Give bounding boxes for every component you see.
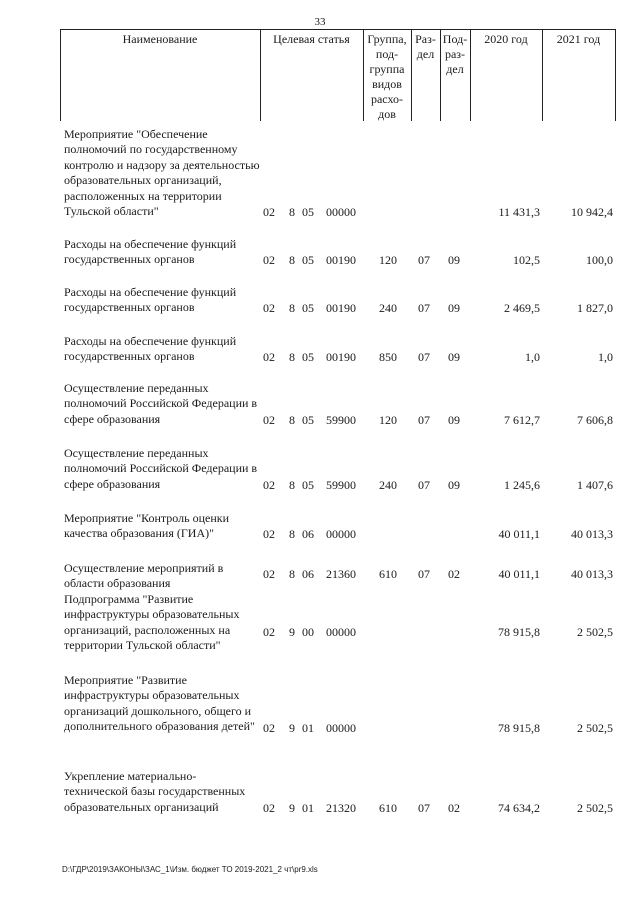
code-subprogram: 9 — [289, 625, 295, 639]
code-subprogram: 9 — [289, 801, 295, 815]
header-divider — [615, 29, 616, 121]
row-name: Расходы на обеспечение функций государственных органов — [64, 334, 237, 364]
amount-2021: 10 942,4 — [571, 205, 613, 219]
table-row — [0, 334, 640, 365]
code-event: 05 — [302, 478, 314, 492]
row-name: Осуществление переданных полномочий Российской Федерации в сфере образования — [64, 446, 258, 491]
code-event: 05 — [302, 205, 314, 219]
row-name: Мероприятие "Контроль оценки качества образования (ГИА)" — [64, 511, 230, 541]
code-group: 240 — [379, 301, 397, 315]
code-subprogram: 8 — [289, 413, 295, 427]
code-event: 01 — [302, 801, 314, 815]
code-program: 02 — [263, 413, 275, 427]
header-2021: 2021 год — [556, 32, 601, 46]
amount-2020: 2 469,5 — [504, 301, 540, 315]
code-program: 02 — [263, 721, 275, 735]
code-group: 120 — [379, 253, 397, 267]
code-event: 05 — [302, 253, 314, 267]
amount-2020: 7 612,7 — [504, 413, 540, 427]
code-group: 120 — [379, 413, 397, 427]
amount-2020: 102,5 — [513, 253, 540, 267]
amount-2021: 2 502,5 — [577, 801, 613, 815]
header-name: Наименование — [122, 32, 198, 46]
code-direction: 59900 — [326, 478, 356, 492]
code-direction: 00000 — [326, 205, 356, 219]
amount-2021: 2 502,5 — [577, 721, 613, 735]
code-section: 07 — [418, 413, 430, 427]
code-program: 02 — [263, 205, 275, 219]
code-subsection: 02 — [448, 801, 460, 815]
table-row — [0, 446, 640, 493]
code-event: 01 — [302, 721, 314, 735]
table-row — [0, 561, 640, 591]
code-subsection: 09 — [448, 301, 460, 315]
code-event: 06 — [302, 567, 314, 581]
table-row — [0, 381, 640, 428]
code-subprogram: 8 — [289, 478, 295, 492]
table-row — [0, 127, 640, 220]
code-group: 850 — [379, 350, 397, 364]
code-event: 06 — [302, 527, 314, 541]
amount-2020: 40 011,1 — [498, 527, 540, 541]
amount-2020: 78 915,8 — [498, 721, 540, 735]
code-program: 02 — [263, 567, 275, 581]
amount-2021: 7 606,8 — [577, 413, 613, 427]
code-program: 02 — [263, 527, 275, 541]
code-subprogram: 8 — [289, 253, 295, 267]
row-name: Осуществление переданных полномочий Российской Федерации в сфере образования — [64, 381, 258, 426]
code-direction: 21320 — [326, 801, 356, 815]
code-subprogram: 8 — [289, 205, 295, 219]
amount-2021: 2 502,5 — [577, 625, 613, 639]
row-name: Мероприятие "Развитие инфраструктуры образовательных организаций дошкольного, общего и дополнительного образования детей" — [64, 673, 255, 734]
header-2020: 2020 год — [484, 32, 528, 46]
header-group: Группа, под-группа видов расхо-дов — [367, 32, 407, 121]
code-subsection: 09 — [448, 253, 460, 267]
code-direction: 00190 — [326, 253, 356, 267]
code-event: 05 — [302, 301, 314, 315]
header-top-border — [60, 29, 615, 30]
table-row — [0, 673, 640, 736]
code-program: 02 — [263, 301, 275, 315]
code-section: 07 — [418, 301, 430, 315]
row-name: Укрепление материально-технической базы государственных образовательных организаций — [64, 769, 246, 814]
amount-2021: 40 013,3 — [571, 527, 613, 541]
row-name: Мероприятие "Обеспечение полномочий по государственному контролю и надзору за деятельностью образовательных организаций, расположенных на территории Тульской области" — [64, 127, 260, 219]
code-event: 00 — [302, 625, 314, 639]
code-program: 02 — [263, 625, 275, 639]
code-direction: 59900 — [326, 413, 356, 427]
code-subsection: 02 — [448, 567, 460, 581]
header-target: Целевая статья — [273, 32, 350, 46]
header-section: Раз-дел — [415, 32, 436, 61]
code-subsection: 09 — [448, 478, 460, 492]
code-direction: 00000 — [326, 527, 356, 541]
header-subsection: Под-раз-дел — [442, 32, 468, 76]
code-event: 05 — [302, 350, 314, 364]
table-row — [0, 769, 640, 816]
table-row — [0, 511, 640, 542]
row-name: Расходы на обеспечение функций государственных органов — [64, 237, 237, 267]
amount-2020: 11 431,3 — [498, 205, 540, 219]
code-program: 02 — [263, 350, 275, 364]
code-section: 07 — [418, 253, 430, 267]
amount-2021: 1 407,6 — [577, 478, 613, 492]
code-section: 07 — [418, 350, 430, 364]
amount-2020: 40 011,1 — [498, 567, 540, 581]
code-group: 610 — [379, 801, 397, 815]
code-subprogram: 8 — [289, 527, 295, 541]
code-section: 07 — [418, 567, 430, 581]
code-direction: 00190 — [326, 350, 356, 364]
code-program: 02 — [263, 478, 275, 492]
code-direction: 00000 — [326, 721, 356, 735]
table-row — [0, 285, 640, 316]
table-row — [0, 237, 640, 268]
code-subprogram: 9 — [289, 721, 295, 735]
code-subprogram: 8 — [289, 350, 295, 364]
code-subsection: 09 — [448, 413, 460, 427]
code-direction: 00000 — [326, 625, 356, 639]
file-path-footer: D:\ГДР\2019\ЗАКОНЫ\ЗАС_1\Изм. бюджет ТО 2019-2021_2 чт\pr9.xls — [62, 865, 318, 874]
amount-2020: 1,0 — [525, 350, 540, 364]
row-name: Подпрограмма "Развитие инфраструктуры образовательных организаций, расположенных на территории Тульской области" — [64, 592, 240, 653]
code-subprogram: 8 — [289, 301, 295, 315]
code-group: 610 — [379, 567, 397, 581]
amount-2021: 1,0 — [598, 350, 613, 364]
code-subprogram: 8 — [289, 567, 295, 581]
code-direction: 00190 — [326, 301, 356, 315]
page-number: 33 — [314, 16, 326, 28]
code-subsection: 09 — [448, 350, 460, 364]
code-program: 02 — [263, 253, 275, 267]
amount-2020: 78 915,8 — [498, 625, 540, 639]
row-name: Осуществление мероприятий в области образования — [64, 561, 224, 591]
table-row — [0, 592, 640, 653]
code-section: 07 — [418, 478, 430, 492]
amount-2021: 1 827,0 — [577, 301, 613, 315]
amount-2020: 74 634,2 — [498, 801, 540, 815]
amount-2021: 100,0 — [586, 253, 613, 267]
row-name: Расходы на обеспечение функций государственных органов — [64, 285, 237, 315]
code-event: 05 — [302, 413, 314, 427]
amount-2020: 1 245,6 — [504, 478, 540, 492]
amount-2021: 40 013,3 — [571, 567, 613, 581]
code-program: 02 — [263, 801, 275, 815]
code-direction: 21360 — [326, 567, 356, 581]
code-group: 240 — [379, 478, 397, 492]
code-section: 07 — [418, 801, 430, 815]
